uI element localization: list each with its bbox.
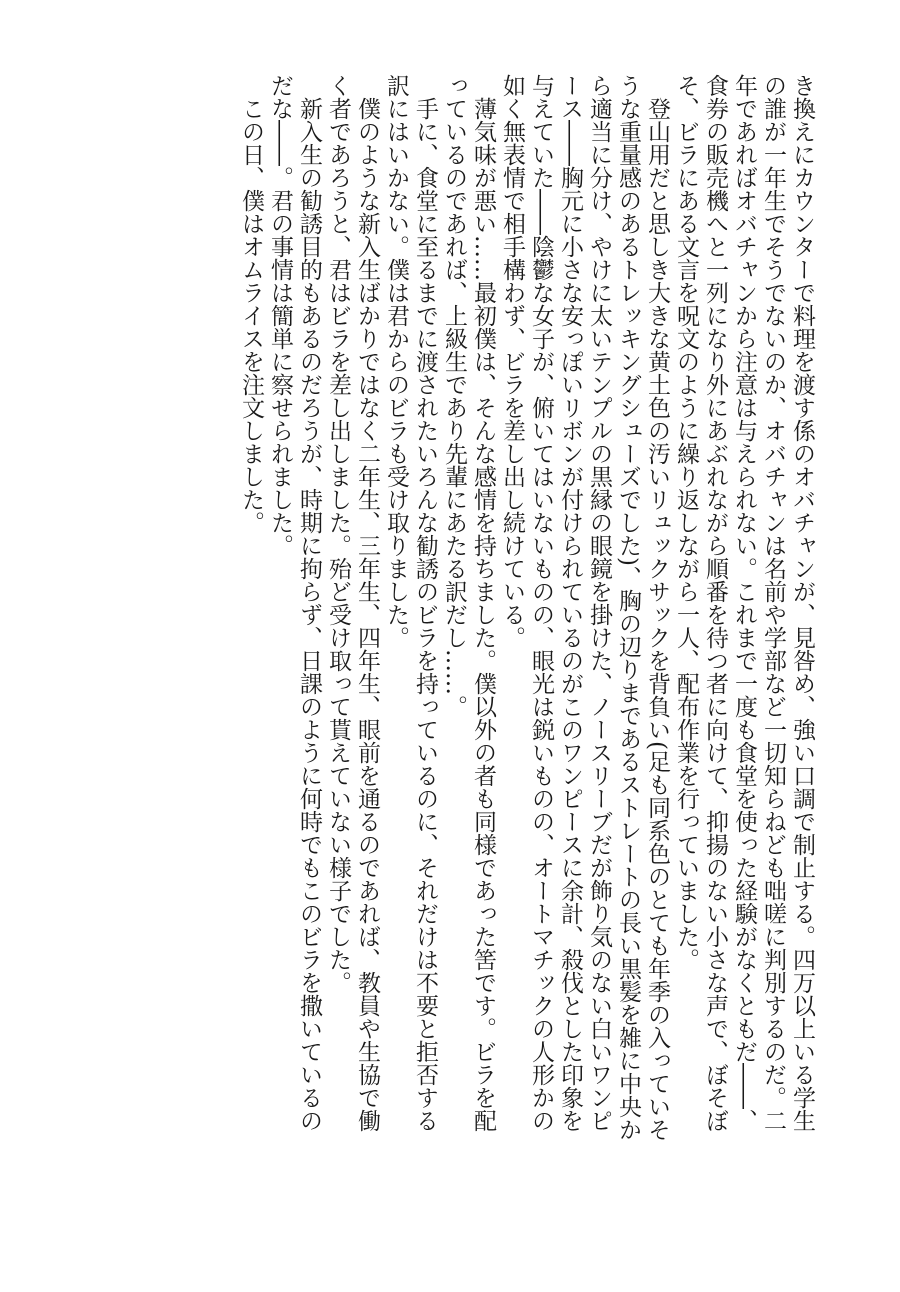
paragraph: き換えにカウンターで料理を渡す係のオバチャンが、見咎め、強い口調で制止する。四万以上いる学生の誰が一年生でそうでないのか、オバチャンは名前や学部など一切知らねども咄嗟に判別するのだ。二年であればオバチャンから注意は与えられない。これまで一度も食堂を使った経験がなくともだ――、食券の販売機へと一列になり外にあぶれながら順番を待つ者に向けて、抑揚のない小さな声で、ぼそぼそ、ビラにある文言を呪文のように繰り返しながら一人、配布作業を行っていました。 (673, 74, 815, 1132)
vertical-text-body (76, 74, 816, 1154)
paragraph: 薄気味が悪い……最初僕は、そんな感情を持ちました。僕以外の者も同様であった筈です。ビラを配っているのであれば、上級生であり先輩にあたる訳だし……。 (441, 74, 496, 1132)
paragraph: 新入生の勧誘目的もあるのだろうが、時期に拘らず、日課のように何時でもこのビラを撒いているのだな――。君の事情は簡単に察せられました。 (267, 74, 322, 1132)
paragraph: 登山用だと思しき大きな黄土色の汚いリュックサックを背負い(足も同系色のとても年季の入っていそうな重量感のあるトレッキングシューズでした)、胸の辺りまであるストレートの長い黒髪を雑に中央から適当に分け、やけに太いテンプルの黒縁の眼鏡を掛けた、ノースリーブだが飾り気のない白いワンピース――胸元に小さな安っぽいリボンが付けられているのがこのワンピースに余計、殺伐とした印象を与えていた――陰鬱な女子が、俯いてはいないものの、眼光は鋭いものの、オートマチックの人形かの如く無表情で相手構わず、ビラを差し出し続けている。 (499, 74, 670, 1141)
paragraph: この日、僕はオムライスを注文しました。 (238, 97, 264, 534)
paragraph: 手に、食堂に至るまでに渡されたいろんな勧誘のビラを持っているのに、それだけは不要と拒否する訳にはいかない。僕は君からのビラも受け取りました。 (383, 74, 438, 1132)
paragraph: 僕のような新入生ばかりではなく二年生、三年生、四年生、眼前を通るのであれば、教員や生協で働く者であろうと、君はビラを差し出しました。殆ど受け取って貰えていない様子でした。 (325, 74, 380, 1132)
